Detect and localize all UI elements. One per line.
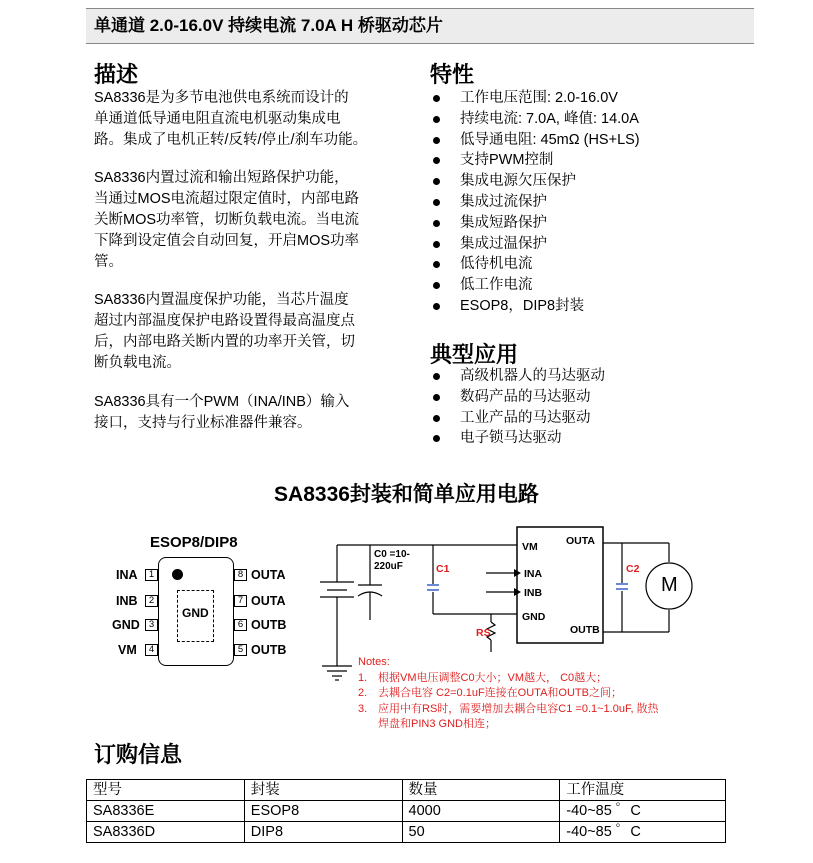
list-item: 集成电源欠压保护 — [430, 171, 640, 192]
ordering-table — [86, 779, 726, 843]
table-cell: ESOP8 — [244, 801, 402, 822]
list-item: 支持PWM控制 — [430, 150, 640, 171]
note-item — [358, 671, 659, 687]
notes-title: Notes: — [358, 656, 390, 668]
pin-number: 4 — [145, 644, 158, 656]
text-line: 路。集成了电机正转/反转/停止/刹车功能。 — [94, 132, 368, 148]
chip-pin-gnd: GND — [522, 611, 546, 623]
pin-label-outa: OUTA — [251, 594, 286, 608]
rs-label: RS — [476, 627, 491, 639]
text-line: 后，内部电路关断内置的功率开关管，切 — [94, 334, 355, 350]
list-item: 集成过流保护 — [430, 192, 640, 213]
pin-number: 7 — [234, 595, 247, 607]
table-row — [87, 822, 726, 843]
list-item: ESOP8，DIP8封装 — [430, 296, 640, 317]
pin-label-outa: OUTA — [251, 568, 286, 582]
description-heading: 描述 — [94, 62, 139, 87]
package-title: ESOP8/DIP8 — [150, 534, 238, 551]
pin-number: 2 — [145, 595, 158, 607]
list-item: 电子锁马达驱动 — [430, 428, 605, 449]
list-item: 工作电压范围: 2.0-16.0V — [430, 88, 640, 109]
c0-label — [374, 549, 410, 573]
circuit-title: SA8336封装和简单应用电路 — [274, 483, 539, 506]
applications-heading: 典型应用 — [430, 342, 519, 367]
header-title: 单通道 2.0-16.0V 持续电流 7.0A H 桥驱动芯片 — [94, 16, 443, 35]
c0-label-line: 220uF — [374, 561, 403, 572]
text-line: 下降到设定值会自动回复，开启MOS功率 — [94, 233, 360, 249]
pin-label-outb: OUTB — [251, 618, 287, 632]
list-item: 低工作电流 — [430, 275, 640, 296]
note-text: 去耦合电容 C2=0.1uF连接在OUTA和OUTB之间； — [378, 687, 622, 699]
table-cell: -40~85 ゜C — [560, 801, 726, 822]
chip-pin-inb: INB — [524, 587, 543, 599]
motor-label: M — [661, 574, 678, 596]
thermal-pad-label: GND — [182, 606, 209, 620]
list-item: 集成短路保护 — [430, 213, 640, 234]
table-cell: DIP8 — [244, 822, 402, 843]
features-heading: 特性 — [430, 62, 475, 87]
pin-label-outb: OUTB — [251, 643, 287, 657]
ordering-heading: 订购信息 — [94, 742, 183, 767]
note-item — [358, 702, 659, 733]
text-line: 管。 — [94, 254, 123, 270]
pin-label-ina: INA — [116, 568, 138, 582]
column-header: 数量 — [402, 780, 560, 801]
text-line: 关断MOS功率管，切断负载电流。当电流 — [94, 212, 360, 228]
text-line: 接口，支持与行业标准器件兼容。 — [94, 415, 312, 431]
table-header-row — [87, 780, 726, 801]
note-text: 根据VM电压调整C0大小；VM越大， C0越大； — [378, 671, 608, 684]
table-cell: SA8336E — [87, 801, 245, 822]
c0-label-line: C0 =10- — [374, 549, 410, 560]
column-header: 封装 — [244, 780, 402, 801]
list-item: 高级机器人的马达驱动 — [430, 366, 605, 387]
pin-number: 1 — [145, 569, 158, 581]
circuit-notes — [358, 655, 659, 733]
list-item: 低待机电流 — [430, 254, 640, 275]
pin-label-vm: VM — [118, 643, 137, 657]
list-item: 数码产品的马达驱动 — [430, 387, 605, 408]
text-line: SA8336内置过流和输出短路保护功能， — [94, 170, 349, 186]
note-number: 2. — [358, 687, 368, 699]
text-line: SA8336是为多节电池供电系统而设计的 — [94, 90, 349, 106]
pin-label-gnd: GND — [112, 618, 140, 632]
note-text-line: 焊盘和PIN3 GND相连； — [378, 718, 496, 730]
table-row — [87, 801, 726, 822]
text-line: SA8336内置温度保护功能，当芯片温度 — [94, 292, 349, 308]
text-line: 超过内部温度保护电路设置得最高温度点 — [94, 313, 355, 329]
chip-pin-vm: VM — [522, 541, 538, 553]
chip-pin-outb: OUTB — [570, 624, 600, 636]
c2-label: C2 — [626, 563, 640, 575]
list-item: 集成过温保护 — [430, 234, 640, 255]
column-header: 工作温度 — [560, 780, 726, 801]
table-cell: 50 — [402, 822, 560, 843]
list-item: 持续电流: 7.0A, 峰值: 14.0A — [430, 109, 640, 130]
pin-number: 5 — [234, 644, 247, 656]
text-line: 单通道低导通电阻直流电机驱动集成电 — [94, 111, 341, 127]
chip-pin-outa: OUTA — [566, 535, 595, 547]
table-cell: 4000 — [402, 801, 560, 822]
text-line: 断负载电流。 — [94, 355, 181, 371]
table-cell: SA8336D — [87, 822, 245, 843]
note-text-line: 应用中有RS时，需要增加去耦合电容C1 =0.1~1.0uF, 散热 — [378, 702, 659, 715]
pin-number: 6 — [234, 619, 247, 631]
note-text — [378, 702, 659, 733]
note-number: 3. — [358, 702, 368, 715]
column-header: 型号 — [87, 780, 245, 801]
note-number: 1. — [358, 671, 368, 684]
text-line: SA8336具有一个PWM（INA/INB）输入 — [94, 394, 350, 410]
list-item: 工业产品的马达驱动 — [430, 408, 605, 429]
c1-label: C1 — [436, 563, 450, 575]
chip-pin-ina: INA — [524, 568, 543, 580]
pin-label-inb: INB — [116, 594, 138, 608]
pin-number: 8 — [234, 569, 247, 581]
text-line: 当通过MOS电流超过限定值时，内部电路 — [94, 191, 360, 207]
pin-number: 3 — [145, 619, 158, 631]
table-cell: -40~85 ゜C — [560, 822, 726, 843]
list-item: 低导通电阻: 45mΩ (HS+LS) — [430, 130, 640, 151]
note-item — [358, 686, 659, 702]
